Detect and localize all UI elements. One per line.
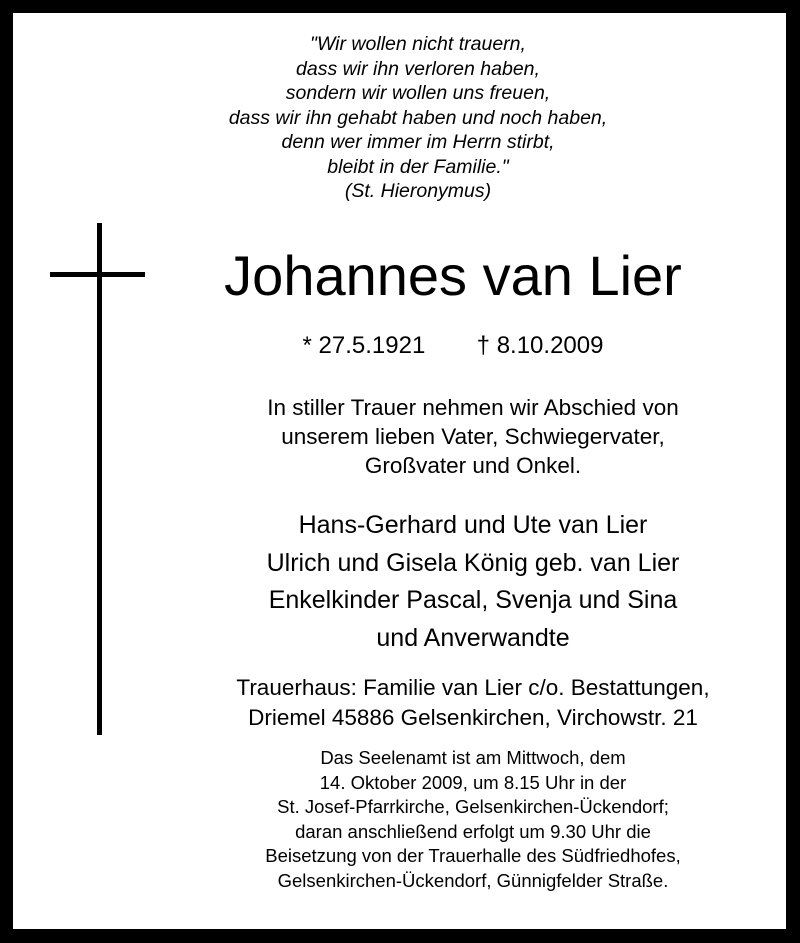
death-date: 8.10.2009 bbox=[496, 332, 604, 359]
quote-line: bleibt in der Familie." bbox=[327, 155, 509, 178]
mourner-line: Hans-Gerhard und Ute van Lier bbox=[298, 511, 648, 539]
service-line: St. Josef-Pfarrkirche, Gelsenkirchen-Ückendorf; bbox=[277, 796, 669, 817]
birth-date: 27.5.1921 bbox=[318, 332, 426, 359]
cross-horizontal-beam bbox=[50, 272, 145, 277]
deceased-name: Johannes van Lier bbox=[224, 244, 682, 307]
death-dagger-icon: † bbox=[476, 332, 491, 359]
farewell-text bbox=[173, 393, 773, 480]
house-of-mourning bbox=[168, 673, 778, 733]
farewell-line: unserem lieben Vater, Schwiegervater, bbox=[281, 424, 665, 449]
quote-line: sondern wir wollen uns freuen, bbox=[285, 82, 551, 104]
life-dates bbox=[173, 331, 733, 361]
farewell-line: Großvater und Onkel. bbox=[364, 453, 582, 478]
mourner-line: und Anverwandte bbox=[376, 623, 570, 652]
mourner-line: Enkelkinder Pascal, Svenja und Sina bbox=[268, 586, 678, 614]
quote-attribution: (St. Hieronymus) bbox=[344, 180, 492, 202]
quote-line: dass wir ihn verloren haben, bbox=[296, 57, 540, 80]
birth-star-icon: * bbox=[302, 332, 312, 359]
farewell-line: In stiller Trauer nehmen wir Abschied von bbox=[267, 395, 679, 420]
memorial-quote bbox=[208, 32, 628, 204]
service-line: Gelsenkirchen-Ückendorf, Günnigfelder Straße. bbox=[277, 869, 669, 891]
mourners-list bbox=[173, 507, 773, 657]
quote-line: "Wir wollen nicht trauern, bbox=[310, 33, 526, 55]
service-line: Das Seelenamt ist am Mittwoch, dem bbox=[320, 747, 626, 768]
quote-line: dass wir ihn gehabt haben und noch haben, bbox=[228, 106, 608, 129]
obituary-notice bbox=[13, 13, 786, 929]
address-line: Trauerhaus: Familie van Lier c/o. Bestattungen, bbox=[236, 675, 710, 700]
cross-vertical-beam bbox=[97, 223, 102, 735]
address-line: Driemel 45886 Gelsenkirchen, Virchowstr. 21 bbox=[248, 705, 698, 730]
mourner-line: Ulrich und Gisela König geb. van Lier bbox=[266, 548, 680, 577]
quote-line: denn wer immer im Herrn stirbt, bbox=[281, 131, 555, 153]
service-line: 14. Oktober 2009, um 8.15 Uhr in der bbox=[319, 771, 627, 793]
service-line: daran anschließend erfolgt um 9.30 Uhr die bbox=[295, 820, 651, 842]
service-line: Beisetzung von der Trauerhalle des Südfriedhofes, bbox=[265, 845, 681, 866]
service-details bbox=[188, 746, 758, 893]
